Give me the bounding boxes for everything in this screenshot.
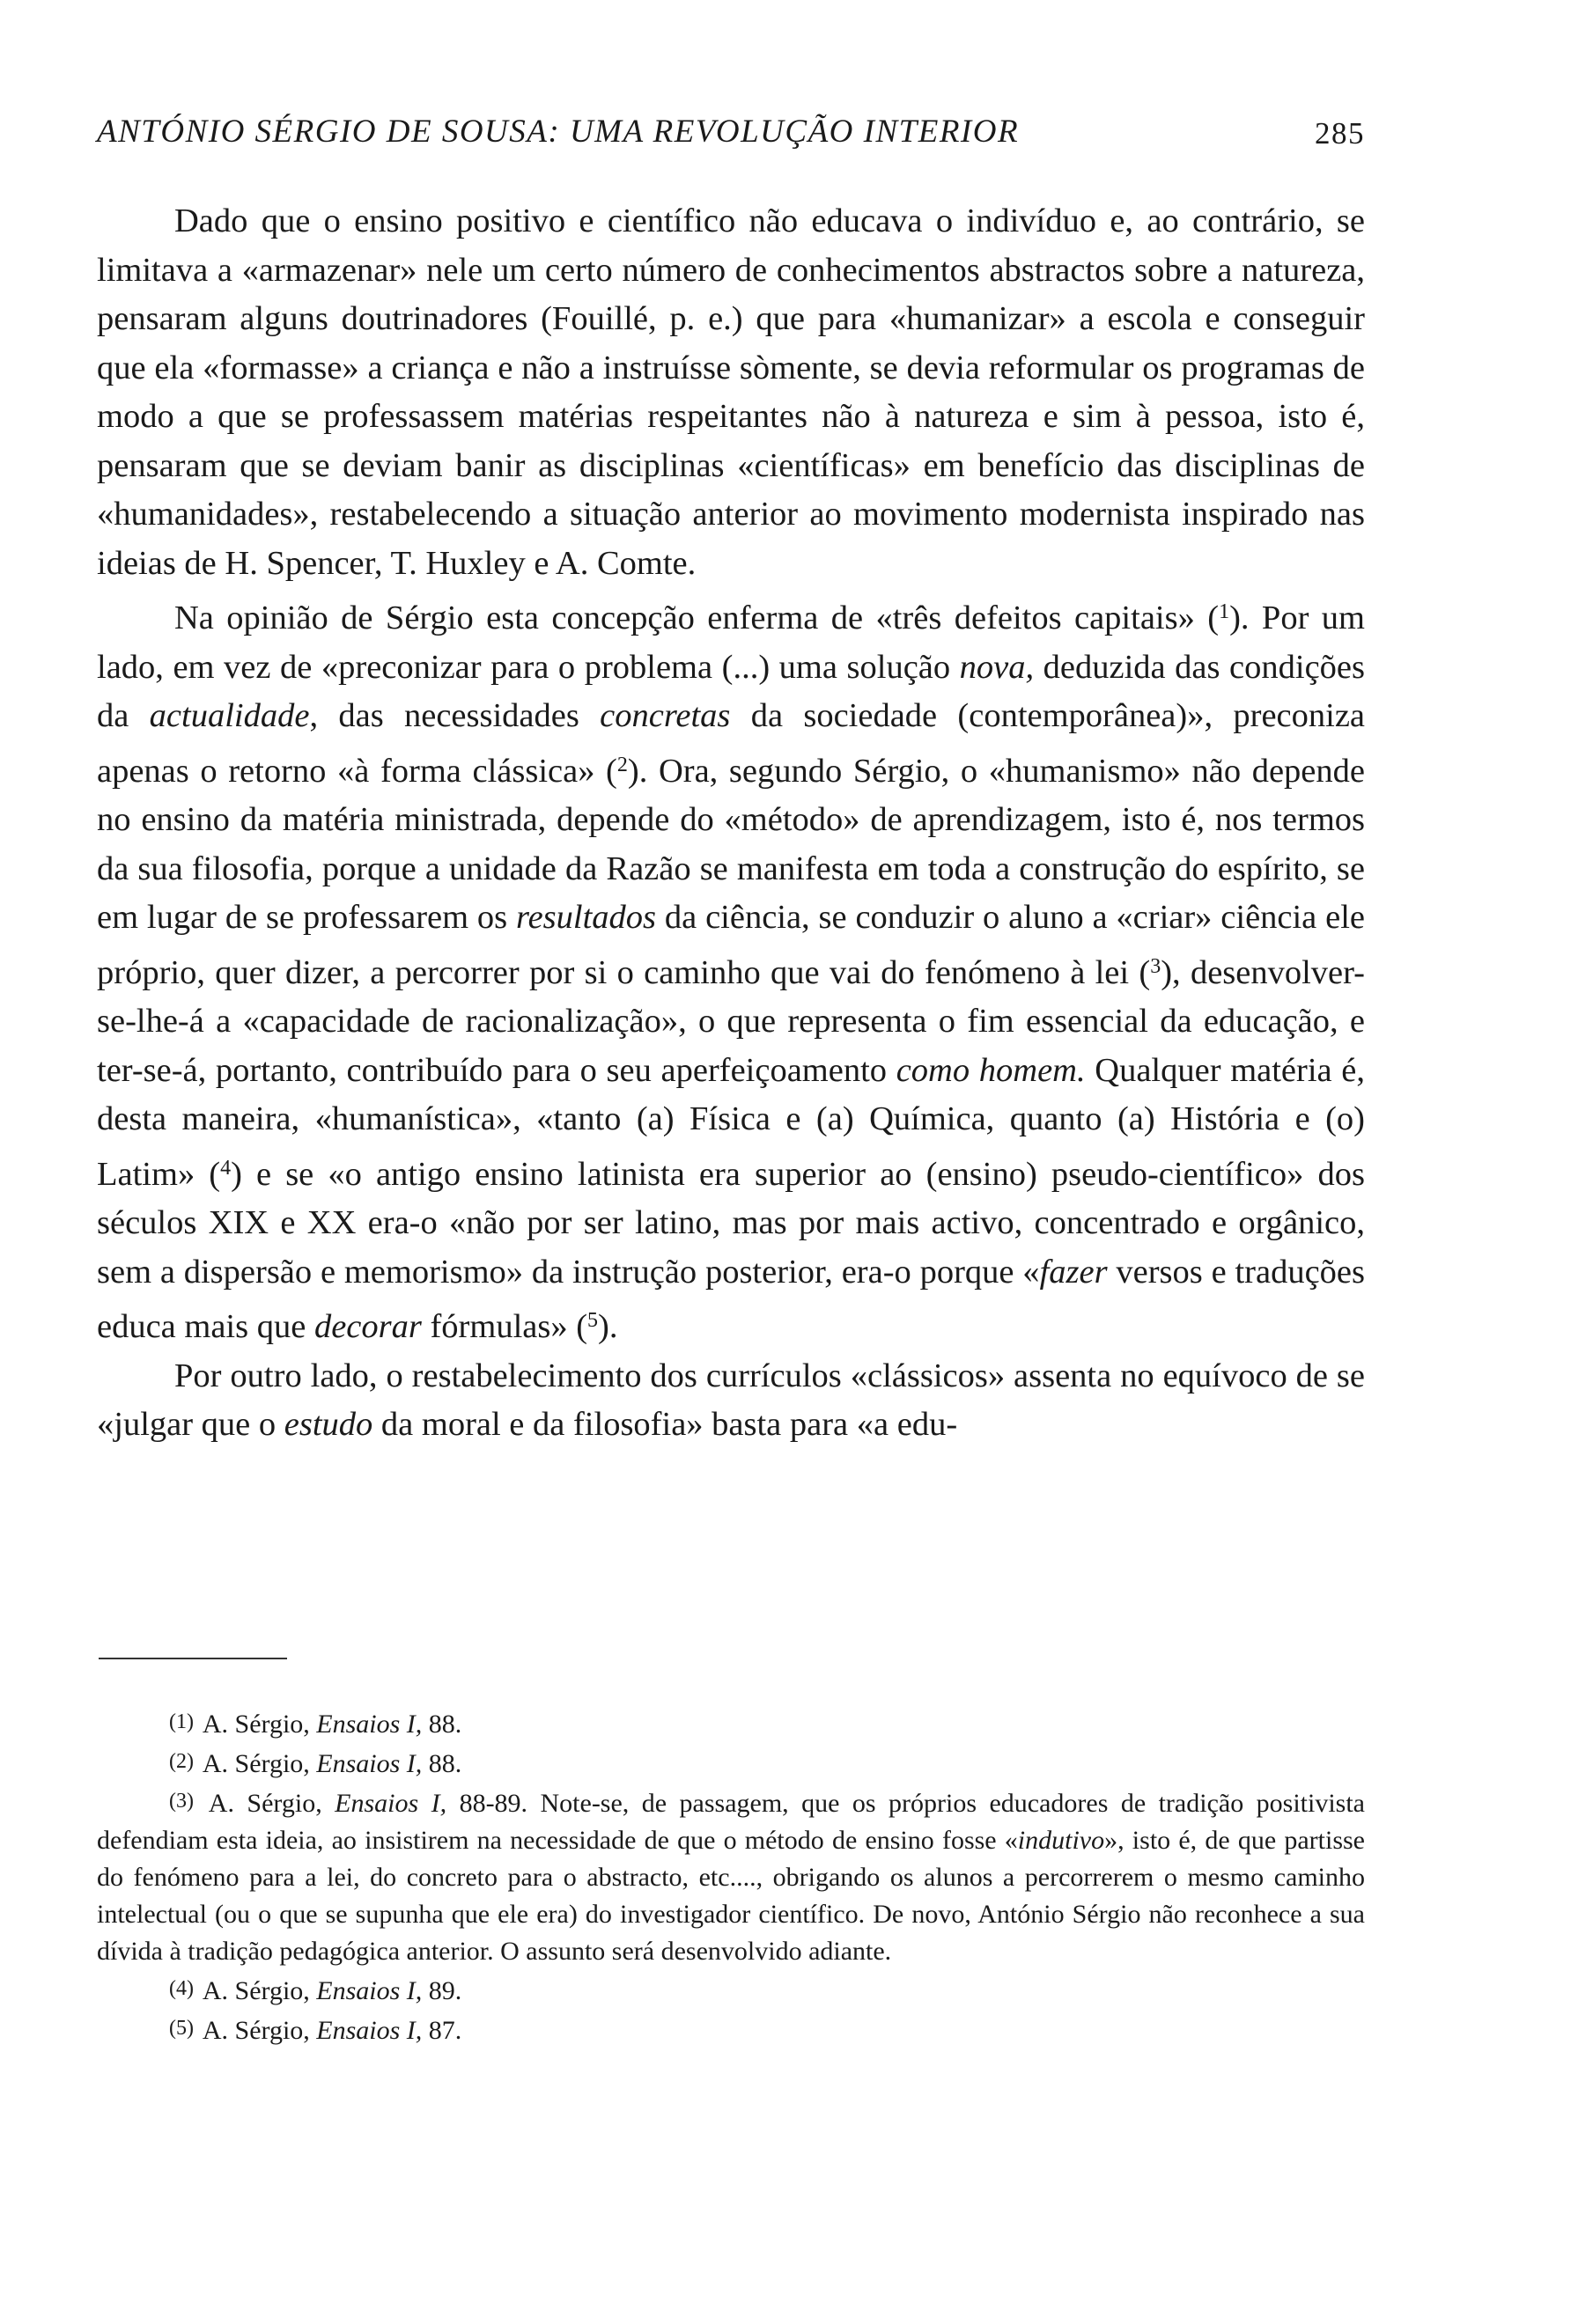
- body-paragraph: [97, 197, 1365, 588]
- text-run: ). Por um lado, em vez de «preconizar para o problema (...) uma solução: [97, 599, 1366, 686]
- footnote-reference: 4: [220, 1156, 232, 1180]
- footnote-marker: (5): [169, 2017, 194, 2040]
- footnote-marker: (2): [169, 1750, 194, 1773]
- footnote-marker: (3): [169, 1790, 194, 1813]
- footnote: [97, 1783, 1365, 1970]
- text-run: da ciência, se conduzir o aluno a «criar» ciência ele próprio, quer dizer, a percorrer por si o caminho que vai do fenómeno à lei (: [97, 899, 1365, 991]
- text-run: versos e traduções educa mais que: [97, 1253, 1365, 1345]
- italic-text: Ensaios I,: [316, 2016, 423, 2045]
- italic-text: actualidade: [149, 697, 310, 734]
- text-run: A. Sérgio,: [202, 2016, 317, 2045]
- text-run: ). Ora, segundo Sérgio, o «humanismo» não depende no ensino da matéria ministrada, depende do «método» de aprendizagem, isto é, nos termos da sua filosofia, porque a unidade da Razão se manifesta em toda a construção do espírito, se em lugar de se professarem os: [97, 752, 1365, 936]
- italic-text: Ensaios I,: [316, 1749, 423, 1778]
- text-run: da moral e da filosofia» basta para «a edu-: [372, 1406, 958, 1443]
- text-run: 88.: [422, 1749, 462, 1778]
- text-run: , das necessidades: [309, 697, 601, 734]
- italic-text: nova,: [959, 648, 1035, 686]
- running-head-title: ANTÓNIO SÉRGIO DE SOUSA: UMA REVOLUÇÃO INTERIOR: [97, 114, 1020, 150]
- text-run: 88-89. Note-se, de passagem, que os próprios educadores de tradição positivista defendiam esta ideia, ao insistirem na necessidade de que o método de ensino fosse «: [97, 1789, 1365, 1855]
- text-run: da sociedade (contemporânea)», preconiza apenas o retorno «à forma clássica» (: [97, 697, 1366, 790]
- footnote: [97, 1970, 1365, 2010]
- running-head: [97, 113, 1365, 165]
- text-run: A. Sérgio,: [202, 1749, 317, 1778]
- italic-text: decorar: [313, 1308, 422, 1345]
- text-run: 88.: [422, 1710, 462, 1739]
- italic-text: resultados: [516, 899, 657, 936]
- text-run: fórmulas» (: [421, 1308, 588, 1345]
- footnote: [97, 1703, 1365, 1743]
- italic-text: estudo: [284, 1406, 373, 1443]
- text-run: A. Sérgio,: [202, 1976, 317, 2005]
- text-run: ).: [598, 1308, 618, 1345]
- footnote-separator: [99, 1658, 287, 1659]
- italic-text: indutivo: [1017, 1826, 1105, 1855]
- text-run: A. Sérgio,: [208, 1789, 336, 1818]
- text-run: Dado que o ensino positivo e científico não educava o indivíduo e, ao contrário, se limitava a «armazenar» nele um certo número de conhecimentos abstractos sobre a natureza, pensaram alguns doutrinadores (Fouillé, p. e.) que para «humanizar» a escola e conseguir que ela «formasse» a criança e não a instruísse sòmente, se devia reformular os programas de modo a que se professassem matérias respeitantes não à natureza e sim à pessoa, isto é, pensaram que se deviam banir as disciplinas «científicas» em benefício das disciplinas de «humanidades», restabelecendo a situação anterior ao movimento modernista inspirado nas ideias de H. Spencer, T. Huxley e A. Comte.: [97, 202, 1365, 582]
- italic-text: fazer: [1039, 1253, 1108, 1291]
- italic-text: Ensaios I,: [316, 1710, 423, 1739]
- footnote: [97, 1743, 1365, 1783]
- text-run: 87.: [422, 2016, 462, 2045]
- footnote-marker: (1): [169, 1710, 194, 1733]
- footnote-reference: 3: [1150, 954, 1161, 978]
- body-paragraph: [97, 1352, 1365, 1450]
- text-run: ), desenvolver-se-lhe-á a «capacidade de racionalização», o que representa o fim essencial da educação, e ter-se-á, portanto, contribuído para o seu aperfeiçoamento: [97, 953, 1366, 1089]
- text-run: », isto é, de que partisse do fenómeno para a lei, do concreto para o abstracto, etc...., obrigando os alunos a percorrerem o mesmo caminho intelectual (ou o que se supunha que ele era) do investigador científico. De novo, António Sérgio não reconhece a sua dívida à tradição pedagógica anterior. O assunto será desenvolvido adiante.: [97, 1826, 1365, 1966]
- italic-text: Ensaios I,: [316, 1976, 423, 2005]
- text-run: 89.: [422, 1976, 462, 2005]
- body-paragraph: [97, 588, 1365, 1352]
- footnotes: [97, 1703, 1365, 2049]
- text-run: deduzida das condições da: [97, 648, 1365, 734]
- footnote-reference: 5: [587, 1309, 599, 1332]
- body-text: [97, 197, 1365, 1450]
- footnote: [97, 2010, 1365, 2049]
- footnote-reference: 2: [616, 753, 628, 776]
- text-run: A. Sérgio,: [202, 1710, 317, 1739]
- text-run: ) e se «o antigo ensino latinista era superior ao (ensino) pseudo-científico» dos séculos XIX e XX era-o «não por ser latino, mas por mais activo, concentrado e orgânico, sem a dispersão e memorismo» da instrução posterior, era-o porque «: [97, 1155, 1365, 1291]
- footnote-reference: 1: [1219, 600, 1230, 623]
- italic-text: Ensaios I,: [335, 1789, 447, 1818]
- text-run: Na opinião de Sérgio esta concepção enferma de «três defeitos capitais» (: [174, 599, 1220, 636]
- text-run: Qualquer matéria é, desta maneira, «humanística», «tanto (a) Física e (a) Química, quanto (a) História e (o) Latim» (: [97, 1051, 1366, 1193]
- italic-text: concretas: [600, 697, 731, 734]
- footnote-marker: (4): [169, 1977, 194, 2000]
- page-number: 285: [1315, 116, 1365, 151]
- italic-text: como homem.: [896, 1051, 1086, 1089]
- text-run: Por outro lado, o restabelecimento dos currículos «clássicos» assenta no equívoco de se «julgar que o: [97, 1357, 1365, 1443]
